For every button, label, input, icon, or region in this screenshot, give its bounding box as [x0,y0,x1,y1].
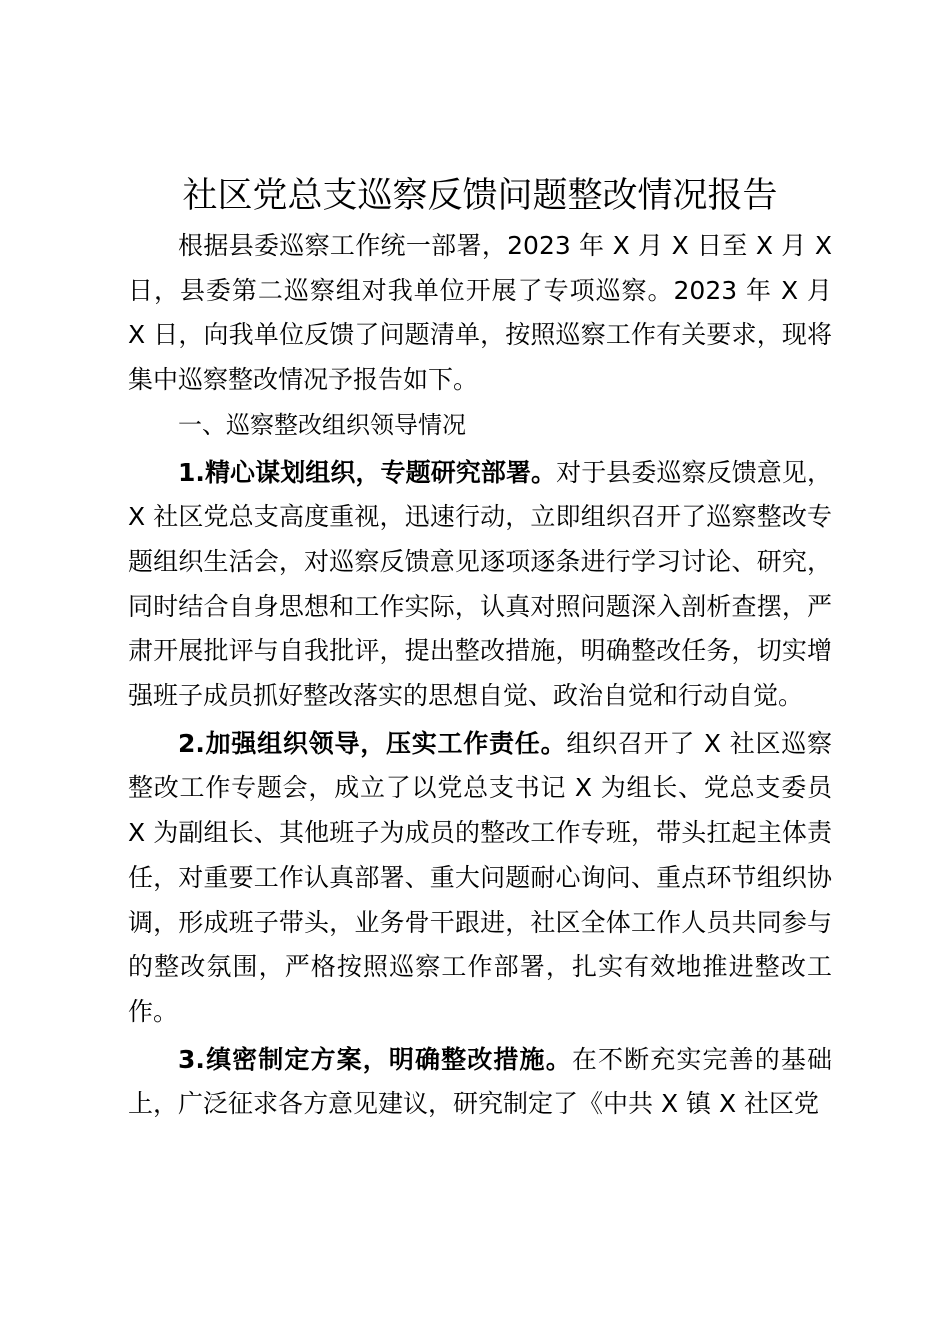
section-heading: 一、巡察整改组织领导情况 [178,410,466,439]
item-lead-2: 2.加强组织领导，压实工作责任。 [178,728,567,758]
intro-paragraph: 根据县委巡察工作统一部署，2023 年 X 月 X 日至 X 月 X 日，县委第二巡察组对我单位开展了专项巡察。2023 年 X 月 X 日，向我单位反馈了问题清单，按照巡察工作有关要求，现将集中巡察整改情况予报告如下。 [128,231,832,395]
item-paragraph-2 [128,722,832,1035]
item-body-2: 组织召开了 X 社区巡察整改工作专题会，成立了以党总支书记 X 为组长、党总支委员 X 为副组长、其他班子为成员的整改工作专班，带头扛起主体责任，对重要工作认真部署、重大问题耐心询问、重点环节组织协调，形成班子带头，业务骨干跟进，社区全体工作人员共同参与的整改氛围，严格按照巡察工作部署，扎实有效地推进整改工作。 [128,728,832,1026]
item-lead-1: 1.精心谋划组织，专题研究部署。 [178,457,557,487]
document-title: 社区党总支巡察反馈问题整改情况报告 [182,176,778,216]
item-paragraph-3 [128,1038,832,1127]
item-paragraph-1 [128,451,832,719]
document-page [128,168,832,1127]
item-lead-3: 3.缜密制定方案，明确整改措施。 [178,1044,572,1074]
item-body-3: 在不断充实完善的基础上，广泛征求各方意见建议，研究制定了《中共 X 镇 X 社区党 [128,1044,832,1119]
item-body-1: 对于县委巡察反馈意见，X 社区党总支高度重视，迅速行动，立即组织召开了巡察整改专题组织生活会，对巡察反馈意见逐项逐条进行学习讨论、研究，同时结合自身思想和工作实际，认真对照问题深入剖析查摆，严肃开展批评与自我批评，提出整改措施，明确整改任务，切实增强班子成员抓好整改落实的思想自觉、政治自觉和行动自觉。 [128,457,832,711]
